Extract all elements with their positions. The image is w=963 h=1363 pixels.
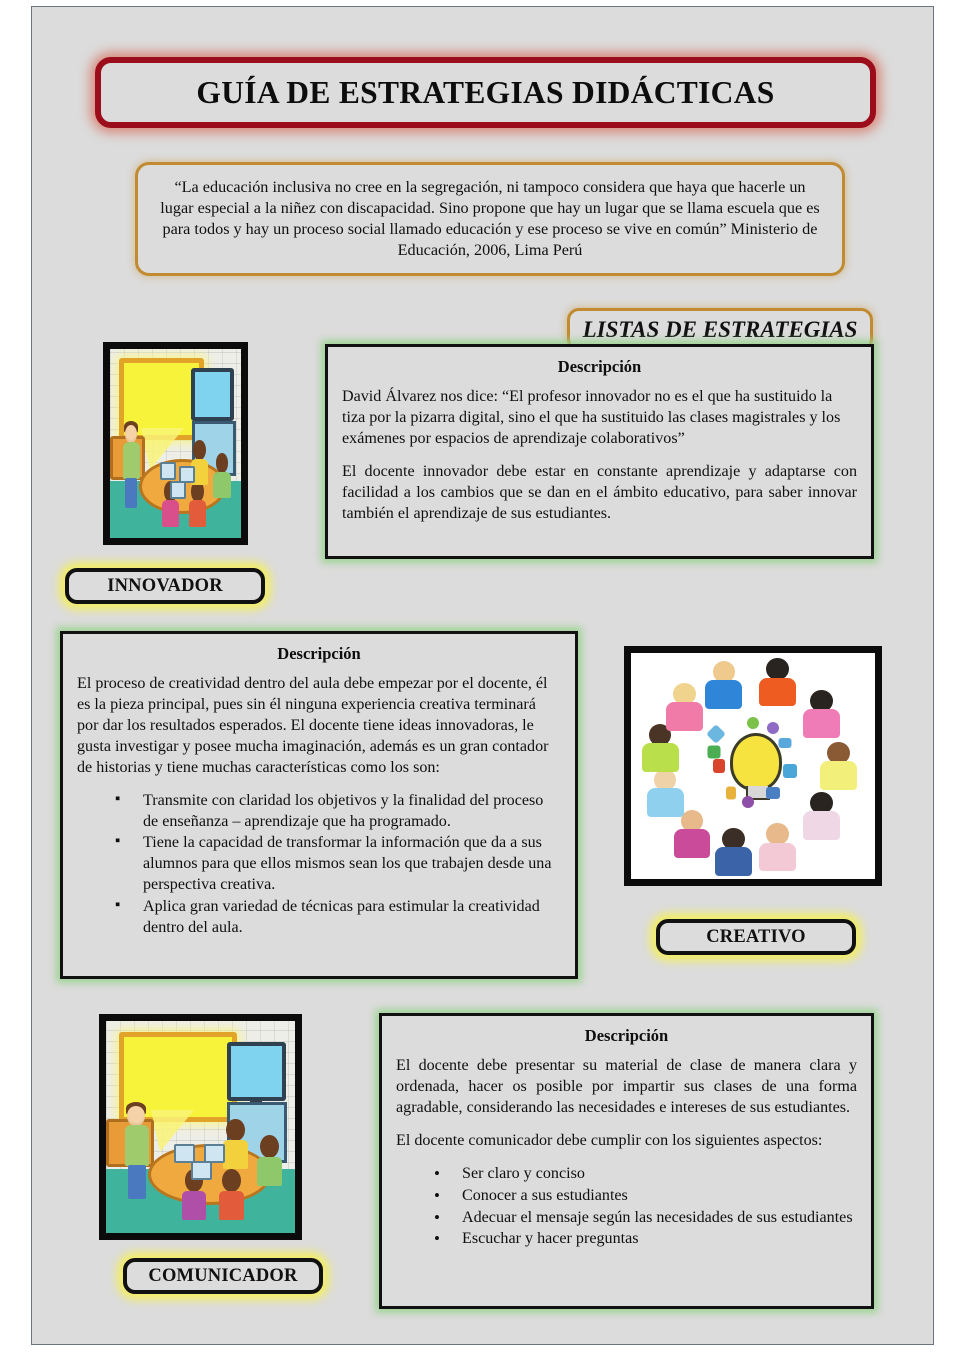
letter-a-plus-icon bbox=[783, 764, 797, 778]
student-body bbox=[223, 1140, 248, 1170]
child-figure bbox=[757, 658, 797, 706]
children-circle-lightbulb-illustration bbox=[624, 646, 882, 886]
tablet-icon bbox=[191, 1161, 212, 1180]
bullet-list bbox=[77, 791, 561, 939]
list-item: • Adecuar el mensaje según las necesidades de sus estudiantes bbox=[434, 1208, 857, 1229]
description-paragraph: El docente innovador debe estar en constante aprendizaje y adaptarse con facilidad a los cambios que se dan en el ámbito educativo, para saber innovar también el aprendizaje de sus estudiantes. bbox=[342, 462, 857, 522]
child-figure bbox=[757, 823, 797, 871]
list-item: • Escuchar y hacer preguntas bbox=[434, 1229, 857, 1250]
description-heading: Descripción bbox=[277, 644, 361, 663]
strategies-banner-text: LISTAS DE ESTRATEGIAS bbox=[582, 316, 858, 342]
student-body bbox=[219, 1191, 244, 1221]
description-innovador bbox=[325, 344, 874, 559]
teacher-head bbox=[127, 1106, 145, 1127]
description-paragraph: David Álvarez nos dice: “El profesor innovador no es el que ha sustituido la tiza por la pizarra digital, sino el que ha sustituido las clases magistrales y los exámenes por espacios de aprendizaje colaborativos” bbox=[342, 388, 841, 447]
rocket-icon bbox=[713, 759, 725, 773]
tablet-icon bbox=[160, 462, 176, 479]
pencil-icon bbox=[726, 787, 736, 800]
page-title-text: GUÍA DE ESTRATEGIAS DIDÁCTICAS bbox=[196, 74, 775, 110]
document-page bbox=[31, 6, 934, 1345]
child-body bbox=[715, 847, 752, 876]
classroom-scene bbox=[110, 349, 241, 538]
child-body bbox=[674, 829, 711, 858]
quote-text: “La educación inclusiva no cree en la segregación, ni tampoco considera que haya que hacerle un lugar especial a la niñez con discapacidad. Sino propone que hay un lugar que se llama escuela que es para todos y hay un proceso social llamado educación y ese proceso se vive en común” Ministerio de Educación, 2006, Lima Perú bbox=[160, 177, 820, 260]
label-comunicador-text: COMUNICADOR bbox=[148, 1265, 298, 1286]
child-body bbox=[705, 680, 742, 709]
teacher-head bbox=[125, 425, 137, 443]
label-comunicador bbox=[123, 1258, 323, 1294]
student-head bbox=[216, 453, 229, 473]
description-paragraph: El proceso de creatividad dentro del aula debe empezar por el docente, él es la pieza principal, pues sin él ninguna experiencia creativa terminará por dar los resultados esperados. El docente tiene ideas innovadoras, le gusta investigar y posee mucha imaginación, además es un gran contador de historias y tiene muchas características como los son: bbox=[77, 675, 549, 776]
classroom-scene bbox=[106, 1021, 295, 1233]
child-body bbox=[759, 678, 796, 707]
tablet-icon bbox=[174, 1144, 195, 1163]
teacher-legs bbox=[125, 478, 137, 508]
classroom-teacher-tablets-illustration bbox=[99, 1014, 302, 1240]
child-figure bbox=[801, 690, 841, 738]
student-body bbox=[182, 1191, 207, 1221]
monitor-icon bbox=[227, 1042, 286, 1101]
teacher-body bbox=[123, 442, 140, 479]
description-comunicador bbox=[379, 1013, 874, 1309]
creative-circle-scene bbox=[631, 653, 875, 879]
list-item: ▪ Tiene la capacidad de transformar la información que da a sus alumnos para que ellos mismos sean los que trabajen desde una perspectiva creativa. bbox=[115, 833, 561, 896]
gear-icon bbox=[767, 722, 779, 734]
label-creativo bbox=[656, 919, 856, 955]
airplane-icon bbox=[706, 724, 726, 744]
student-body bbox=[213, 472, 230, 498]
student-figure bbox=[219, 1169, 244, 1220]
child-figure bbox=[801, 792, 841, 840]
description-creativo bbox=[60, 631, 578, 979]
student-figure bbox=[213, 453, 230, 498]
child-body bbox=[803, 709, 840, 738]
label-creativo-text: CREATIVO bbox=[706, 926, 806, 947]
student-figure bbox=[257, 1135, 282, 1186]
child-body bbox=[759, 843, 796, 872]
student-figure bbox=[223, 1119, 248, 1170]
label-innovador-text: INNOVADOR bbox=[107, 575, 223, 596]
child-body bbox=[647, 788, 684, 817]
bar-chart-icon bbox=[766, 787, 780, 799]
classroom-teacher-tablets-illustration bbox=[103, 342, 248, 545]
list-item: ▪ Transmite con claridad los objetivos y la finalidad del proceso de enseñanza – aprendizaje que ha programado. bbox=[115, 791, 561, 833]
label-innovador bbox=[65, 568, 265, 604]
child-figure bbox=[818, 742, 858, 790]
student-head bbox=[193, 440, 206, 460]
description-heading: Descripción bbox=[584, 1026, 669, 1045]
description-paragraph: El docente debe presentar su material de clase de manera clara y ordenada, hacer os posible por impartir sus clases de una forma agradable, considerando las necesidades e intereses de sus estudiantes. bbox=[396, 1057, 857, 1116]
child-figure bbox=[665, 683, 705, 731]
student-body bbox=[162, 500, 179, 526]
child-body bbox=[642, 743, 679, 772]
quote-block bbox=[135, 162, 845, 276]
child-body bbox=[666, 702, 703, 731]
description-heading: Descripción bbox=[557, 357, 642, 376]
monitor-icon bbox=[191, 368, 234, 421]
teacher-body bbox=[125, 1125, 150, 1166]
page-title bbox=[95, 57, 876, 128]
bullet-list bbox=[396, 1164, 857, 1251]
graduation-cap-icon bbox=[778, 738, 791, 748]
tablet-icon bbox=[204, 1144, 225, 1163]
teacher-figure bbox=[125, 1106, 150, 1199]
student-body bbox=[257, 1157, 282, 1187]
child-figure bbox=[645, 769, 685, 817]
lightbulb-icon bbox=[730, 733, 782, 791]
list-item: • Ser claro y conciso bbox=[434, 1164, 857, 1185]
teacher-figure bbox=[123, 425, 140, 508]
student-head bbox=[226, 1119, 245, 1142]
gear-icon bbox=[747, 717, 759, 729]
student-body bbox=[189, 500, 206, 526]
tablet-icon bbox=[170, 481, 186, 498]
child-figure bbox=[713, 828, 753, 876]
teacher-legs bbox=[128, 1165, 145, 1199]
description-paragraph: El docente comunicador debe cumplir con los siguientes aspectos: bbox=[396, 1131, 823, 1149]
palette-icon bbox=[742, 796, 754, 808]
robot-icon bbox=[707, 746, 720, 759]
student-figure bbox=[189, 481, 206, 526]
child-body bbox=[803, 811, 840, 840]
child-figure bbox=[704, 661, 744, 709]
list-item: • Conocer a sus estudiantes bbox=[434, 1186, 857, 1207]
student-head bbox=[260, 1135, 279, 1158]
child-body bbox=[820, 761, 857, 790]
student-head bbox=[222, 1169, 241, 1192]
list-item: ▪ Aplica gran variedad de técnicas para estimular la creatividad dentro del aula. bbox=[115, 897, 561, 939]
